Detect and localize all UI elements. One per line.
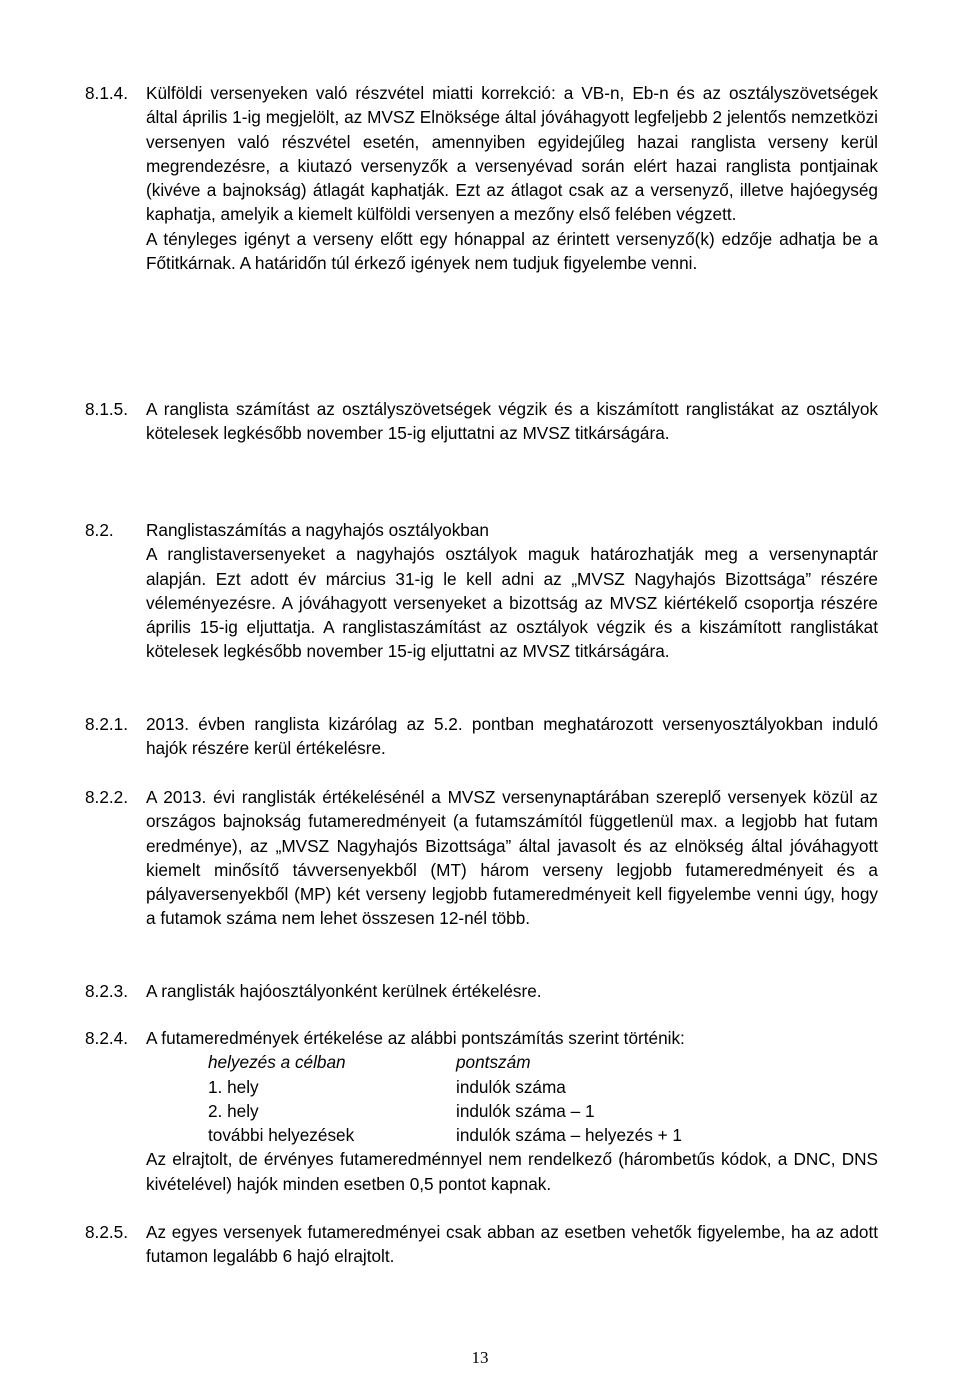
section-number: 8.1.5.	[85, 399, 129, 419]
section-number: 8.1.4.	[85, 83, 129, 103]
scoring-table-header	[146, 1050, 878, 1074]
paragraph: A 2013. évi ranglisták értékelésénél a MVSZ versenynaptárában szereplő versenyek közül az országos bajnokság futameredményeit (a futamszámítól függetlenül max. a legjobb hat futam eredménye), az „MVSZ Nagyhajós Bizottsága” által javasolt és az elnökség által jóváhagyott kiemelt minősítő távversenyekből (MT) három verseny legjobb futameredményeit és a pályaversenyekből (MP) két verseny legjobb futameredményeit kell figyelembe venni úgy, hogy a futamok száma nem lehet összesen 12-nél több.	[146, 787, 878, 929]
paragraph: A futameredmények értékelése az alábbi pontszámítás szerint történik:	[146, 1028, 685, 1048]
scoring-table	[146, 1050, 878, 1147]
table-row	[146, 1123, 878, 1147]
section-8-2-4	[85, 1026, 878, 1196]
section-8-2-3	[85, 979, 878, 1003]
paragraph: Az egyes versenyek futameredményei csak abban az esetben vehetők figyelembe, ha az adott futamon legalább 6 hajó elrajtolt.	[146, 1222, 878, 1267]
page-number: 13	[471, 1348, 489, 1367]
section-8-2-2	[85, 785, 878, 931]
section-8-2	[85, 518, 878, 664]
section-number: 8.2.2.	[85, 787, 129, 807]
paragraph: 2013. évben ranglista kizárólag az 5.2. pontban meghatározott versenyosztályokban induló hajók részére kerül értékelésre.	[146, 714, 878, 759]
paragraph: A ranglista számítást az osztályszövetségek végzik és a kiszámított ranglistákat az osztályok kötelesek legkésőbb november 15-ig eljuttatni az MVSZ titkárságára.	[146, 399, 878, 444]
table-row	[146, 1075, 878, 1099]
points-cell: indulók száma – helyezés + 1	[456, 1125, 682, 1146]
paragraph: A ranglisták hajóosztályonként kerülnek értékelésre.	[146, 981, 542, 1001]
section-number: 8.2.3.	[85, 981, 129, 1001]
column-header-points: pontszám	[456, 1052, 531, 1073]
section-number: 8.2.5.	[85, 1222, 129, 1242]
table-row	[146, 1099, 878, 1123]
section-number: 8.2.	[85, 520, 114, 540]
section-heading: Ranglistaszámítás a nagyhajós osztályokban	[146, 520, 489, 540]
points-cell: indulók száma – 1	[456, 1100, 595, 1121]
paragraph: Az elrajtolt, de érvényes futameredménnyel nem rendelkező (hárombetűs kódok, a DNC, DNS kivételével) hajók minden esetben 0,5 pontot kapnak.	[146, 1149, 878, 1194]
section-number: 8.2.4.	[85, 1028, 129, 1048]
section-number: 8.2.1.	[85, 714, 129, 734]
paragraph: A tényleges igényt a verseny előtt egy hónappal az érintett versenyző(k) edzője adhatja be a Főtitkárnak. A határidőn túl érkező igények nem tudjuk figyelembe venni.	[146, 228, 878, 274]
section-8-1-4	[85, 81, 878, 275]
placement-cell: 2. hely	[208, 1100, 259, 1121]
column-header-placement: helyezés a célban	[208, 1052, 346, 1073]
paragraph: Külföldi versenyeken való részvétel miatti korrekció: a VB-n, Eb-n és az osztályszövetségek által április 1-ig megjelölt, az MVSZ Elnöksége által jóváhagyott legfeljebb 2 jelentős nemzetközi versenyen való részvétel esetén, amennyiben egyidejűleg hazai ranglista verseny kerül megrendezésre, a kiutazó versenyzők a versenyévad során elért hazai ranglista pontjainak (kivéve a bajnokság) átlagát kaphatják. Ezt az átlagot csak az a versenyző, illetve hajóegység kaphatja, amelyik a kiemelt külföldi versenyen a mezőny első felében végzett.	[146, 83, 878, 225]
section-8-1-5	[85, 397, 878, 446]
placement-cell: 1. hely	[208, 1076, 259, 1097]
points-cell: indulók száma	[456, 1076, 566, 1097]
section-8-2-1	[85, 712, 878, 761]
placement-cell: további helyezések	[208, 1125, 355, 1146]
paragraph: A ranglistaversenyeket a nagyhajós osztályok maguk határozhatják meg a versenynaptár alapján. Ezt adott év március 31-ig le kell adni az „MVSZ Nagyhajós Bizottsága” részére véleményezésre. A jóváhagyott versenyeket a bizottság az MVSZ kiértékelő csoportja részére április 15-ig eljuttatja. A ranglistaszámítást az osztályok végzik és a kiszámított ranglistákat kötelesek legkésőbb november 15-ig eljuttatni az MVSZ titkárságára.	[146, 544, 878, 662]
section-8-2-5	[85, 1220, 878, 1269]
